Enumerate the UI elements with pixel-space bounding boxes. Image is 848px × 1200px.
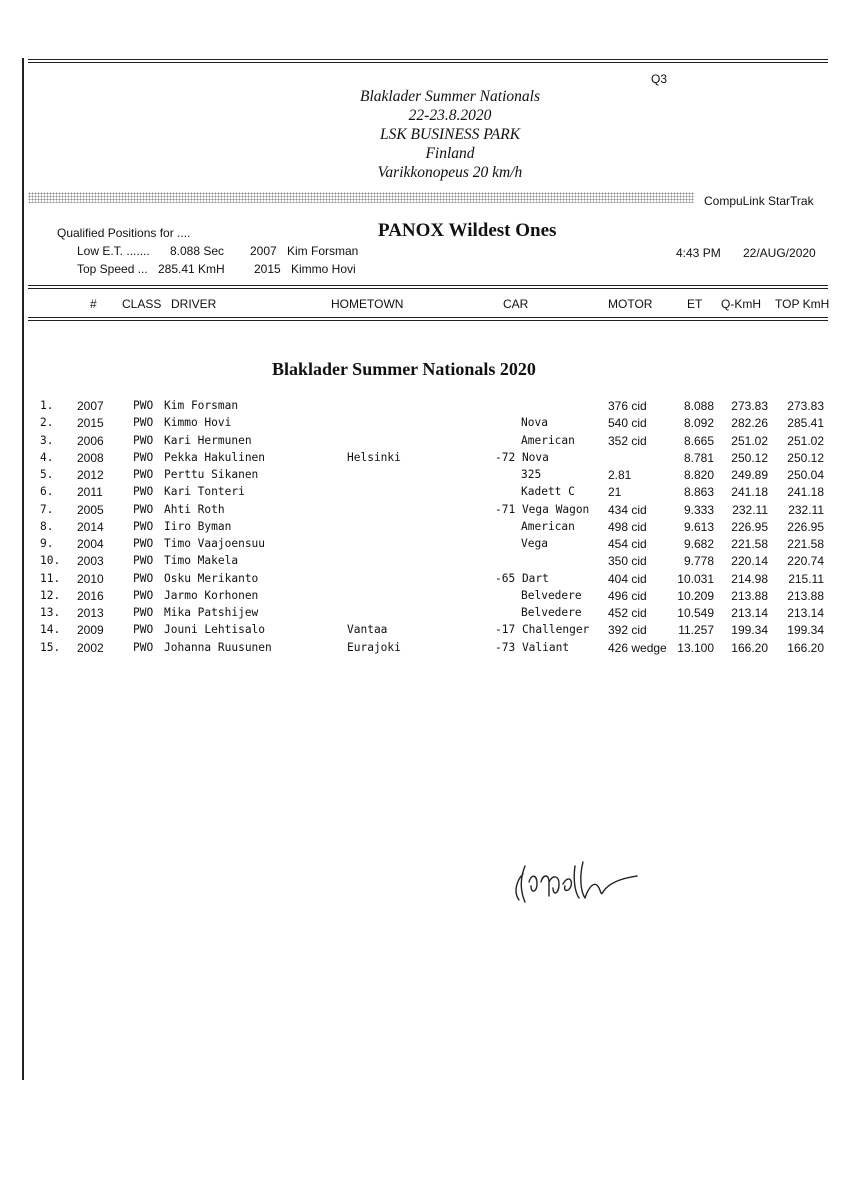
- cell-driver: Kari Hermunen: [164, 433, 252, 447]
- qualified-label: Qualified Positions for ....: [57, 226, 191, 240]
- cell-et: 10.031: [677, 571, 714, 586]
- table-row: [0, 623, 848, 640]
- header-rule-top-2: [28, 288, 828, 289]
- table-row: [0, 641, 848, 658]
- col-hometown: HOMETOWN: [331, 297, 404, 311]
- col-motor: MOTOR: [608, 297, 653, 311]
- cell-q: 214.98: [731, 571, 768, 586]
- cell-et: 13.100: [677, 640, 714, 655]
- cell-et: 9.333: [683, 502, 714, 517]
- col-pos: #: [90, 297, 97, 311]
- cell-et: 10.209: [677, 588, 714, 603]
- cell-driver: Ahti Roth: [164, 502, 225, 516]
- cell-motor: 404 cid: [608, 571, 647, 586]
- cell-no: 2003: [77, 554, 104, 569]
- cell-no: 2010: [77, 571, 104, 586]
- cell-pos: 3.: [40, 433, 54, 447]
- cell-q: 273.83: [731, 399, 768, 413]
- table-row: [0, 589, 848, 606]
- system-label: CompuLink StarTrak: [704, 194, 814, 208]
- cell-no: 2016: [77, 588, 104, 603]
- cell-no: 2009: [77, 623, 104, 638]
- cell-motor: 352 cid: [608, 433, 647, 448]
- table-row: [0, 537, 848, 554]
- cell-q: 250.12: [731, 450, 768, 465]
- cell-et: 8.781: [683, 450, 714, 465]
- col-class: CLASS: [122, 297, 162, 311]
- cell-car: -72 Nova: [495, 450, 549, 464]
- cell-top: 226.95: [787, 519, 824, 534]
- cell-motor: 426 wedge: [608, 640, 667, 655]
- cell-top: 285.41: [787, 416, 824, 431]
- cell-no: 2014: [77, 519, 104, 534]
- cell-car: Belvedere: [521, 606, 582, 619]
- cell-pos: 9.: [40, 537, 54, 550]
- event-dates: 22-23.8.2020: [408, 107, 492, 124]
- low-et-label: Low E.T. .......: [77, 244, 150, 258]
- cell-cls: PWO: [133, 485, 154, 499]
- cell-top: 250.12: [787, 450, 824, 465]
- cell-cls: PWO: [133, 623, 154, 637]
- cell-car: American: [521, 433, 575, 447]
- col-et: ET: [687, 297, 703, 311]
- col-qkmh: Q-KmH: [721, 297, 761, 311]
- table-row: [0, 434, 848, 451]
- cell-pos: 12.: [40, 588, 61, 602]
- report-date: 22/AUG/2020: [743, 246, 816, 260]
- cell-car: Kadett C: [521, 485, 575, 499]
- cell-motor: 2.81: [608, 468, 632, 482]
- cell-top: 232.11: [788, 502, 824, 517]
- cell-driver: Timo Makela: [164, 554, 239, 568]
- cell-et: 9.613: [683, 519, 714, 534]
- cell-motor: 540 cid: [608, 416, 647, 431]
- event-venue: LSK BUSINESS PARK: [379, 126, 521, 143]
- top-border-line: [28, 59, 828, 60]
- low-et-number: 2007: [250, 244, 277, 258]
- cell-q: 199.34: [731, 623, 768, 638]
- cell-car: -73 Valiant: [495, 640, 570, 654]
- cell-motor: 392 cid: [608, 623, 647, 638]
- event-heading: Blaklader Summer Nationals 2020: [272, 359, 536, 379]
- cell-car: 325: [521, 468, 542, 481]
- cell-car: Nova: [521, 416, 548, 430]
- cell-cls: PWO: [133, 433, 154, 447]
- cell-q: 166.20: [731, 640, 768, 655]
- cell-motor: 452 cid: [608, 606, 647, 620]
- cell-cls: PWO: [133, 399, 154, 412]
- cell-q: 232.11: [732, 502, 768, 517]
- cell-no: 2005: [77, 502, 104, 517]
- header-rule-top: [28, 285, 828, 286]
- table-row: [0, 468, 848, 485]
- cell-cls: PWO: [133, 640, 154, 654]
- event-pit-speed: Varikkonopeus 20 km/h: [377, 164, 523, 181]
- cell-pos: 5.: [40, 468, 54, 481]
- top-speed-name: Kimmo Hovi: [291, 262, 356, 276]
- cell-driver: Mika Patshijew: [164, 606, 259, 619]
- cell-no: 2015: [77, 416, 104, 431]
- cell-no: 2011: [77, 485, 103, 500]
- cell-pos: 8.: [40, 519, 54, 533]
- class-title: PANOX Wildest Ones: [378, 220, 557, 241]
- cell-driver: Jarmo Korhonen: [164, 588, 259, 602]
- cell-q: 213.88: [731, 588, 768, 603]
- event-title: Blaklader Summer Nationals: [360, 88, 540, 105]
- cell-top: 166.20: [787, 640, 824, 655]
- cell-pos: 7.: [40, 502, 54, 516]
- cell-pos: 1.: [40, 399, 54, 412]
- cell-car: -65 Dart: [495, 571, 549, 585]
- table-row: [0, 503, 848, 520]
- cell-driver: Johanna Ruusunen: [164, 640, 272, 654]
- cell-cls: PWO: [133, 468, 154, 481]
- cell-et: 9.778: [683, 554, 714, 569]
- cell-pos: 13.: [40, 606, 61, 619]
- cell-no: 2007: [77, 399, 104, 413]
- cell-et: 11.257: [678, 623, 714, 638]
- header-rule-bottom-2: [28, 320, 828, 321]
- cell-pos: 2.: [40, 416, 54, 430]
- table-row: [0, 572, 848, 589]
- cell-no: 2004: [77, 537, 104, 551]
- cell-top: 199.34: [787, 623, 824, 638]
- cell-top: 213.14: [787, 606, 824, 620]
- table-row: [0, 606, 848, 623]
- cell-cls: PWO: [133, 571, 154, 585]
- cell-motor: 21: [608, 485, 622, 500]
- col-topkmh: TOP KmH: [775, 297, 830, 311]
- cell-no: 2012: [77, 468, 104, 482]
- cell-car: American: [521, 519, 575, 533]
- top-speed-label: Top Speed ...: [77, 262, 148, 276]
- cell-motor: 454 cid: [608, 537, 647, 551]
- cell-driver: Iiro Byman: [164, 519, 232, 533]
- cell-q: 221.58: [731, 537, 768, 551]
- cell-et: 8.092: [683, 416, 714, 431]
- cell-hometown: Vantaa: [347, 623, 388, 637]
- cell-q: 226.95: [731, 519, 768, 534]
- cell-motor: 496 cid: [608, 588, 647, 603]
- cell-pos: 10.: [40, 554, 61, 568]
- cell-et: 8.665: [683, 433, 714, 448]
- report-time: 4:43 PM: [676, 246, 721, 260]
- cell-top: 215.11: [788, 571, 824, 586]
- cell-cls: PWO: [133, 519, 154, 533]
- cell-motor: 434 cid: [608, 502, 647, 517]
- cell-motor: 498 cid: [608, 519, 647, 534]
- dotted-band: [28, 192, 694, 203]
- cell-driver: Timo Vaajoensuu: [164, 537, 266, 550]
- cell-car: -17 Challenger: [495, 623, 590, 637]
- cell-q: 251.02: [731, 433, 768, 448]
- cell-cls: PWO: [133, 588, 154, 602]
- cell-driver: Pekka Hakulinen: [164, 450, 266, 464]
- cell-et: 10.549: [677, 606, 714, 620]
- cell-car: Belvedere: [521, 588, 582, 602]
- table-row: [0, 451, 848, 468]
- cell-pos: 4.: [40, 450, 54, 464]
- cell-car: Vega: [521, 537, 548, 550]
- cell-driver: Jouni Lehtisalo: [164, 623, 266, 637]
- cell-cls: PWO: [133, 554, 154, 568]
- signature: [505, 852, 645, 912]
- cell-et: 8.088: [683, 399, 714, 413]
- cell-car: -71 Vega Wagon: [495, 502, 590, 516]
- cell-top: 250.04: [787, 468, 824, 482]
- cell-cls: PWO: [133, 450, 154, 464]
- cell-no: 2008: [77, 450, 104, 465]
- cell-no: 2006: [77, 433, 104, 448]
- cell-no: 2002: [77, 640, 104, 655]
- table-row: [0, 485, 848, 502]
- top-speed-value: 285.41 KmH: [158, 262, 225, 276]
- event-country: Finland: [425, 145, 475, 162]
- cell-top: 213.88: [787, 588, 824, 603]
- cell-q: 220.14: [731, 554, 768, 569]
- cell-hometown: Eurajoki: [347, 640, 401, 654]
- cell-top: 241.18: [787, 485, 824, 500]
- cell-pos: 6.: [40, 485, 54, 499]
- cell-cls: PWO: [133, 537, 154, 550]
- cell-driver: Kari Tonteri: [164, 485, 245, 499]
- cell-et: 9.682: [683, 537, 714, 551]
- cell-pos: 14.: [40, 623, 61, 637]
- table-row: [0, 520, 848, 537]
- cell-no: 2013: [77, 606, 104, 620]
- cell-cls: PWO: [133, 416, 154, 430]
- cell-driver: Kim Forsman: [164, 399, 239, 412]
- col-car: CAR: [503, 297, 529, 311]
- cell-q: 282.26: [731, 416, 768, 431]
- col-driver: DRIVER: [171, 297, 217, 311]
- table-row: [0, 554, 848, 571]
- top-border-line-inner: [28, 62, 828, 63]
- cell-q: 249.89: [731, 468, 768, 482]
- header-rule-bottom: [28, 317, 828, 318]
- low-et-value: 8.088 Sec: [170, 244, 225, 258]
- table-row: [0, 399, 848, 416]
- cell-driver: Perttu Sikanen: [164, 468, 259, 481]
- low-et-name: Kim Forsman: [287, 244, 359, 258]
- cell-pos: 15.: [40, 640, 61, 654]
- cell-driver: Kimmo Hovi: [164, 416, 232, 430]
- cell-top: 221.58: [787, 537, 824, 551]
- cell-top: 251.02: [787, 433, 824, 448]
- cell-q: 241.18: [731, 485, 768, 500]
- cell-et: 8.863: [683, 485, 714, 500]
- cell-hometown: Helsinki: [347, 450, 401, 464]
- cell-top: 273.83: [787, 399, 824, 413]
- cell-motor: 376 cid: [608, 399, 647, 413]
- cell-q: 213.14: [731, 606, 768, 620]
- cell-pos: 11.: [40, 571, 61, 585]
- cell-driver: Osku Merikanto: [164, 571, 259, 585]
- cell-top: 220.74: [787, 554, 824, 569]
- cell-et: 8.820: [683, 468, 714, 482]
- top-speed-number: 2015: [254, 262, 281, 276]
- table-row: [0, 416, 848, 433]
- cell-cls: PWO: [133, 606, 154, 619]
- cell-motor: 350 cid: [608, 554, 647, 569]
- q-label: Q3: [651, 72, 668, 86]
- cell-cls: PWO: [133, 502, 154, 516]
